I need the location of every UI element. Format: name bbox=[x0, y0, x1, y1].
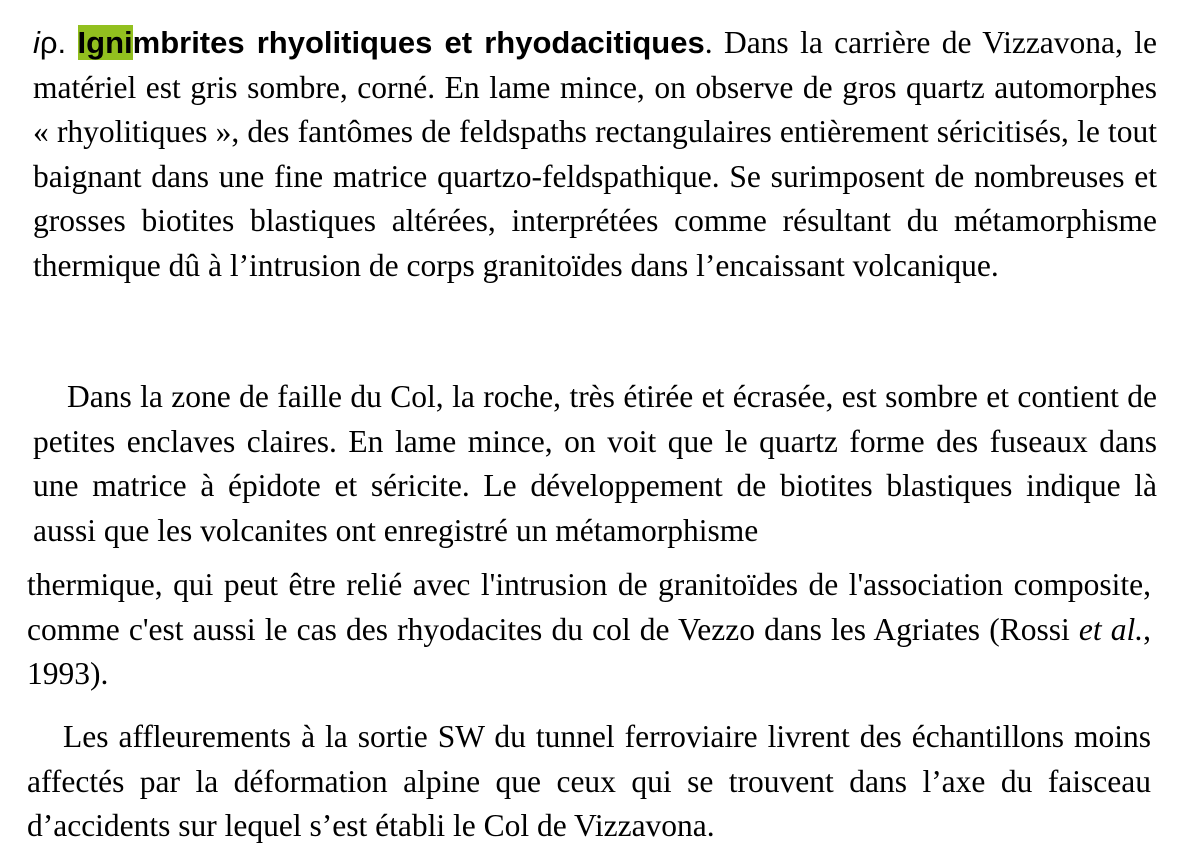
paragraph-1-text: Dans la carrière de Vizzavona, le matériel est gris sombre, corné. En lame mince, on observe de gros quartz automorphes « rhyolitiques », des fantômes de feldspaths rectangulaires entièrement séricitisés, le tout baignant dans une fine matrice quartzo-feldspathique. Se surimposent de nombreuses et grosses biotites blastiques altérées, interprétées comme résultant du métamorphisme thermique dû à l’intrusion de corps granitoïdes dans l’encaissant volcanique. bbox=[33, 25, 1157, 283]
paragraph-ignimbrites bbox=[33, 21, 1157, 288]
paragraph-metamorphisme bbox=[27, 563, 1151, 697]
heading-period: . bbox=[704, 25, 713, 60]
paragraph-faille-col: Dans la zone de faille du Col, la roche, très étirée et écrasée, est sombre et contient de petites enclaves claires. En lame mince, on voit que le quartz forme des fuseaux dans une matrice à épidote et séricite. Le développement de biotites blastiques indique là aussi que les volcanites ont enregistré un métamorphisme bbox=[33, 379, 1157, 548]
paragraph-affleurements: Les affleurements à la sortie SW du tunnel ferroviaire livrent des échantillons moins affectés par la déformation alpine que ceux qui se trouvent dans l’axe du faisceau d’accidents sur lequel s’est établi le Col de Vizzavona. bbox=[27, 719, 1151, 843]
section-heading-rest: mbrites rhyolitiques et rhyodacitiques bbox=[132, 25, 705, 60]
paragraph-3-text: thermique, qui peut être relié avec l'intrusion de granitoïdes de l'association composite, comme c'est aussi le cas des rhyodacites du col de Vezzo dans les Agriates (Rossi bbox=[27, 567, 1151, 647]
citation-year: , 1993). bbox=[27, 611, 1151, 691]
citation-et-al: et al. bbox=[1078, 611, 1144, 647]
formation-code bbox=[33, 25, 66, 60]
formation-code-symbol: ρ. bbox=[39, 25, 67, 60]
search-highlight: Igni bbox=[77, 25, 133, 60]
section-heading bbox=[78, 25, 705, 60]
formation-code-italic: i bbox=[33, 25, 40, 60]
